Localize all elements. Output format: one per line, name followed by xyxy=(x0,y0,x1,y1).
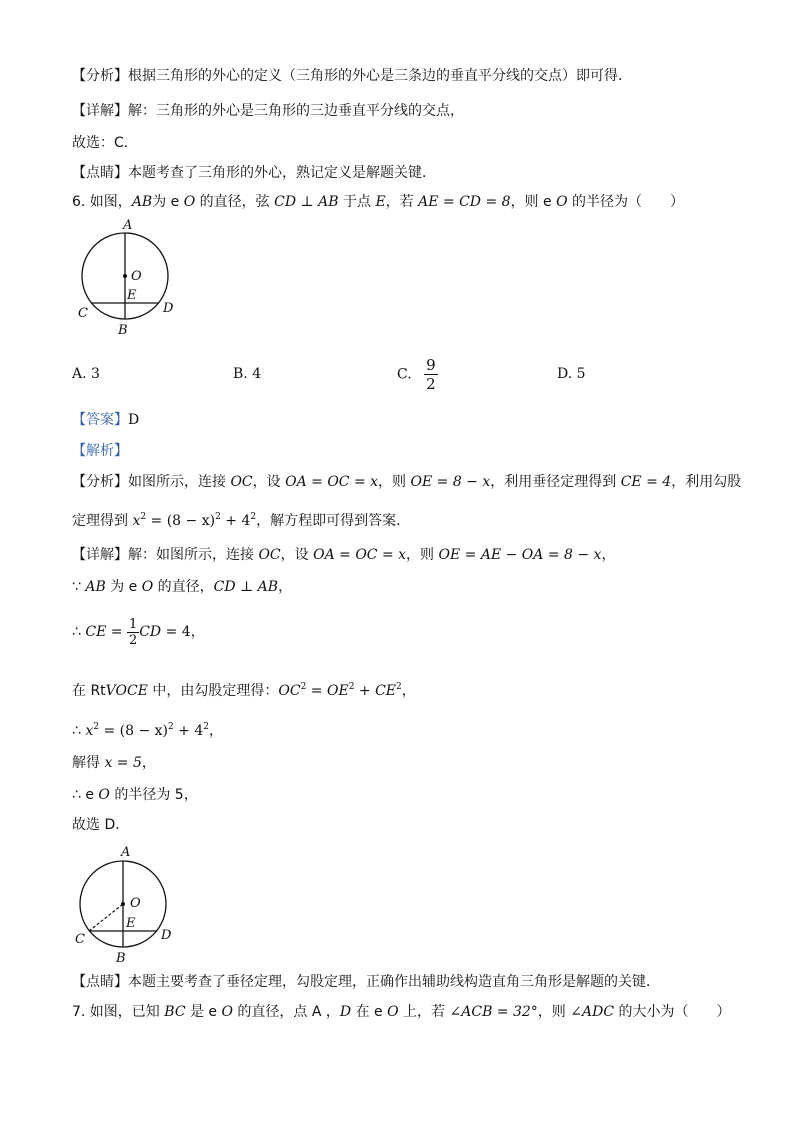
label-e: E xyxy=(126,916,136,931)
q6-detail-line-4: 在 RtVOCE 中，由勾股定理得：$OC^2 = OE^2 + CE^2$， xyxy=(72,682,416,699)
option-c: C. $\frac{9}{2}$ xyxy=(397,356,436,393)
label-b: B xyxy=(118,323,128,338)
q5-detail-line xyxy=(72,101,464,121)
analysis-text: 根据三角形的外心的定义（三角形的外心是三条边的垂直平分线的交点）即可得． xyxy=(128,68,632,84)
detail-text: 解：三角形的外心是三角形的三边垂直平分线的交点， xyxy=(128,103,464,119)
q6-detail-line-5: ∴ $x^2 = (8 - x)^2 + 4^2$， xyxy=(72,722,224,739)
label-d: D xyxy=(161,928,172,943)
option-d: D. 5 xyxy=(557,366,586,382)
answer-tag: 【答案】 xyxy=(72,412,128,428)
q6-stem: 6. 如图，AB为 e O 的直径，弦 CD ⊥ AB 于点 E，若 AE = CD = 8，则 e O 的半径为（ ） xyxy=(72,194,685,210)
q5-comment-line xyxy=(72,163,436,183)
q6-detail-line-2: ∵ AB 为 e O 的直径，CD ⊥ AB， xyxy=(72,579,293,595)
q6-figure xyxy=(74,214,184,338)
q6-detail-line-3: ∴ CE = $\frac{1}{2}$ CD = 4， xyxy=(72,616,205,648)
q7-stem: 7. 如图，已知 BC 是 e O 的直径，点 A ，D 在 e O 上，若 ∠ACB = 32°，则 ∠ADC 的大小为（ ） xyxy=(72,1004,731,1020)
center-point xyxy=(123,274,127,278)
analysis-title: 【解析】 xyxy=(72,443,128,459)
comment-text: 本题考查了三角形的外心，熟记定义是解题关键． xyxy=(128,165,436,181)
label-c: C xyxy=(78,306,88,321)
answer-value: D xyxy=(128,412,140,428)
q6-analysis-line-2: 定理得到 $x^2 = (8 - x)^2 + 4^2$，解方程即可得到答案． xyxy=(72,512,411,529)
q6-analysis-line-1: 【分析】如图所示，连接 OC，设 OA = OC = x，则 OE = 8 − x，利用垂径定理得到 CE = 4，利用勾股 xyxy=(72,474,742,490)
q6-detail-line-8: 故选 D． xyxy=(72,817,130,833)
q5-choose-line: 故选：C． xyxy=(72,135,138,151)
segment-oc xyxy=(89,904,123,931)
q6-detail-line-7: ∴ e O 的半径为 5， xyxy=(72,787,198,803)
q6-comment-line: 【点睛】本题主要考查了垂径定理，勾股定理，正确作出辅助线构造直角三角形是解题的关键． xyxy=(72,974,660,990)
label-c: C xyxy=(75,932,85,947)
q6-solution-figure xyxy=(72,840,182,964)
q6-detail-line-6: 解得 x = 5， xyxy=(72,755,156,771)
option-a: A. 3 xyxy=(72,366,100,382)
label-d: D xyxy=(163,301,174,316)
comment-tag: 【点睛】 xyxy=(72,165,128,181)
label-o: O xyxy=(131,269,142,284)
center-point xyxy=(121,902,125,906)
q6-detail-line-1: 【详解】解：如图所示，连接 OC，设 OA = OC = x，则 OE = AE − OA = 8 − x， xyxy=(72,547,616,563)
label-a: A xyxy=(121,845,131,860)
label-a: A xyxy=(123,218,133,233)
label-o: O xyxy=(130,896,141,911)
q5-analysis-line xyxy=(72,66,632,86)
option-b: B. 4 xyxy=(233,366,262,382)
analysis-tag: 【分析】 xyxy=(72,68,128,84)
detail-tag: 【详解】 xyxy=(72,103,128,119)
answer-line xyxy=(72,410,139,430)
label-e: E xyxy=(127,288,137,303)
label-b: B xyxy=(116,951,126,964)
